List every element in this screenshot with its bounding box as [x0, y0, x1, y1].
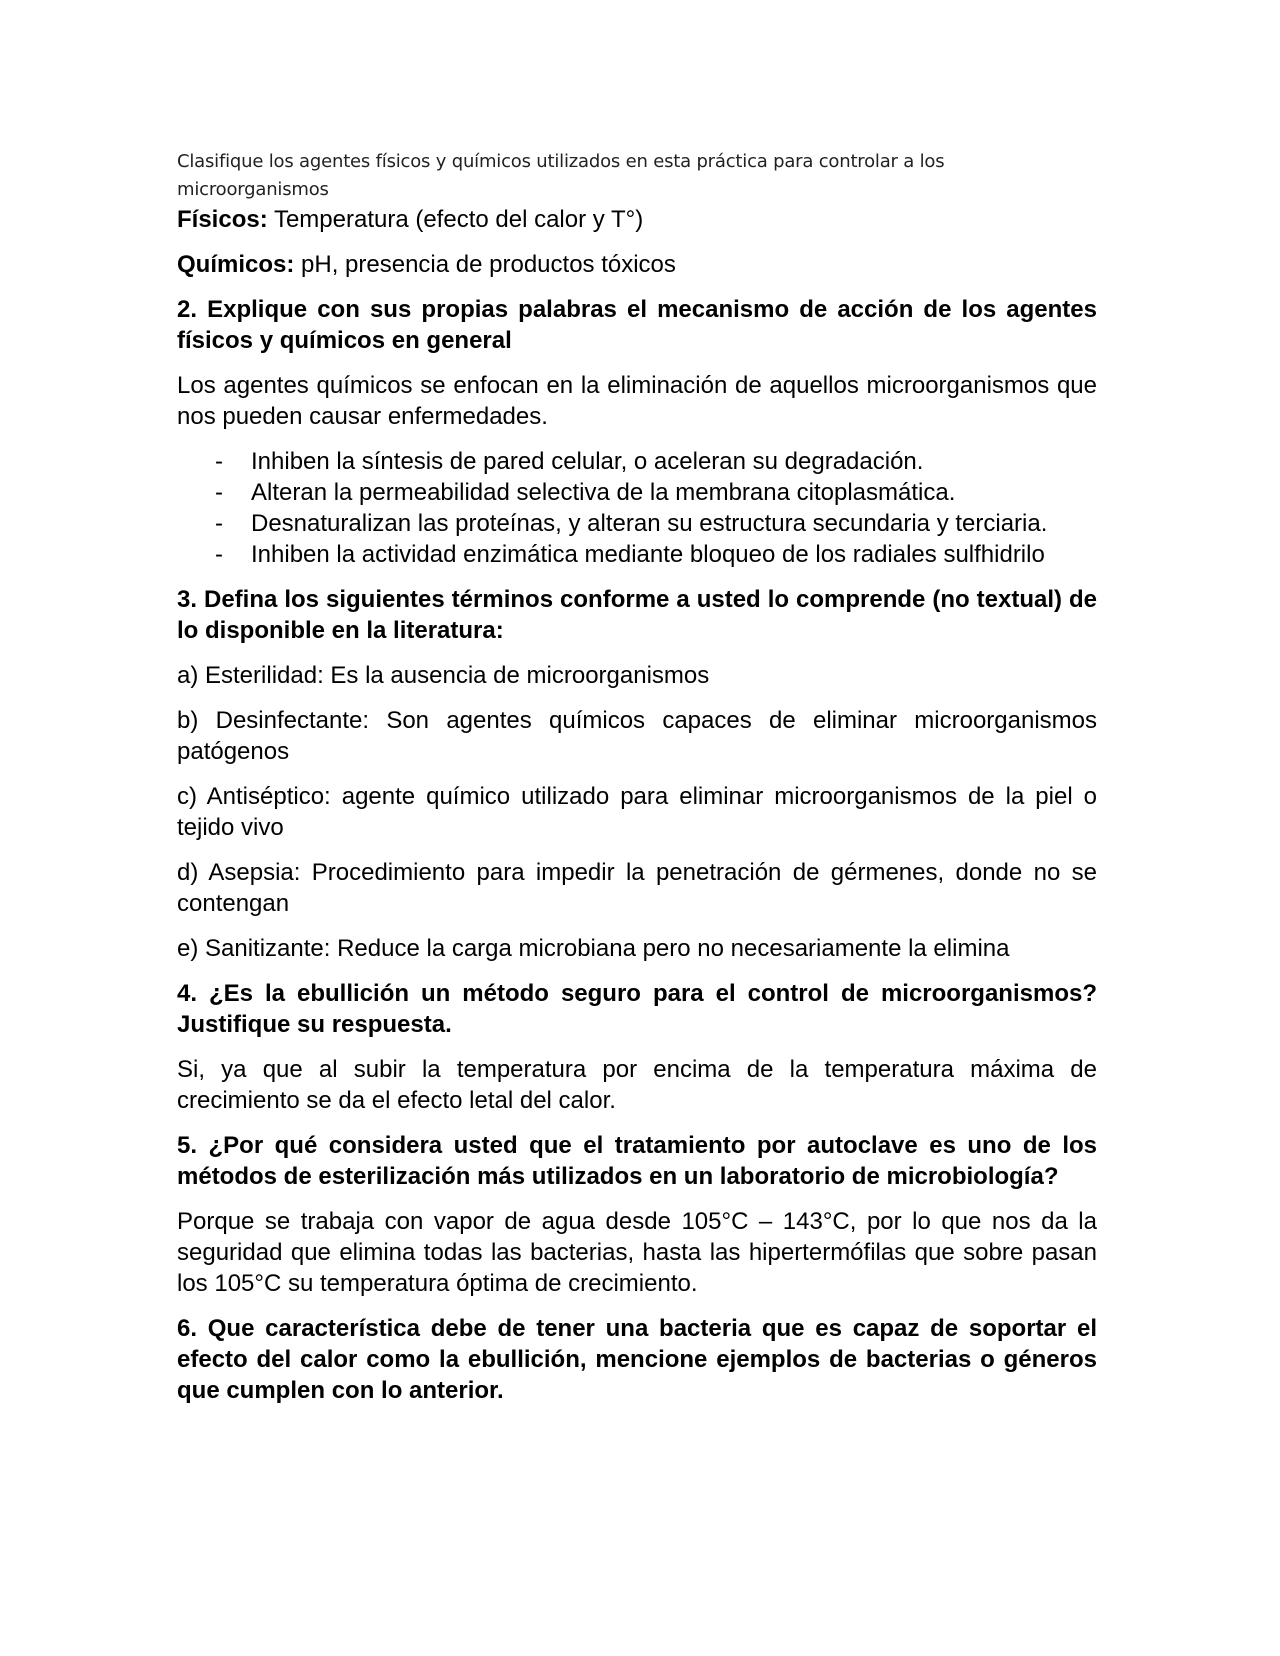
fisicos-line — [177, 204, 1097, 235]
definition-desinfectante: b) Desinfectante: Son agentes químicos capaces de eliminar microorganismos patógenos — [177, 707, 1097, 765]
bullet-dash: - — [215, 510, 223, 537]
bullet-dash: - — [215, 479, 223, 506]
document-page — [177, 148, 1097, 1406]
question-4-title: 4. ¿Es la ebullición un método seguro para el control de microorganismos? Justifique su respuesta. — [177, 980, 1097, 1038]
bullet-text: Inhiben la síntesis de pared celular, o aceleran su degradación. — [251, 448, 924, 475]
bullet-text: Desnaturalizan las proteínas, y alteran su estructura secundaria y terciaria. — [251, 510, 1048, 537]
bullet-dash: - — [215, 448, 223, 475]
list-item — [177, 446, 1097, 477]
bullet-text: Inhiben la actividad enzimática mediante bloqueo de los radiales sulfhidrilo — [251, 541, 1045, 568]
question-5-answer: Porque se trabaja con vapor de agua desde 105°C – 143°C, por lo que nos da la seguridad que elimina todas las bacterias, hasta las hipertermófilas que sobre pasan los 105°C su temperatura óptima de crecimiento. — [177, 1208, 1097, 1297]
question-2-title: 2. Explique con sus propias palabras el mecanismo de acción de los agentes físicos y químicos en general — [177, 296, 1097, 354]
question-5-title: 5. ¿Por qué considera usted que el tratamiento por autoclave es uno de los métodos de esterilización más utilizados en un laboratorio de microbiología? — [177, 1132, 1097, 1190]
intro-instruction: Clasifique los agentes físicos y químicos utilizados en esta práctica para controlar a los microorganismos — [177, 151, 945, 200]
definition-esterilidad: a) Esterilidad: Es la ausencia de microorganismos — [177, 662, 710, 689]
bullet-text: Alteran la permeabilidad selectiva de la membrana citoplasmática. — [251, 479, 956, 506]
quimicos-text: pH, presencia de productos tóxicos — [294, 251, 676, 278]
definition-antiseptico: c) Antiséptico: agente químico utilizado para eliminar microorganismos de la piel o tejido vivo — [177, 783, 1097, 841]
list-item — [177, 508, 1097, 539]
question-4-answer: Si, ya que al subir la temperatura por encima de la temperatura máxima de crecimiento se da el efecto letal del calor. — [177, 1056, 1097, 1114]
question-6-title: 6. Que característica debe de tener una bacteria que es capaz de soportar el efecto del calor como la ebullición, mencione ejemplos de bacterias o géneros que cumplen con lo anterior. — [177, 1315, 1097, 1404]
list-item — [177, 539, 1097, 570]
bullet-dash: - — [215, 541, 223, 568]
fisicos-text: Temperatura (efecto del calor y T°) — [267, 206, 644, 233]
definition-sanitizante: e) Sanitizante: Reduce la carga microbiana pero no necesariamente la elimina — [177, 935, 1010, 962]
quimicos-label: Químicos: — [177, 251, 295, 278]
definition-asepsia: d) Asepsia: Procedimiento para impedir la penetración de gérmenes, donde no se contengan — [177, 859, 1097, 917]
list-item — [177, 477, 1097, 508]
mechanism-bullet-list — [177, 446, 1097, 570]
fisicos-label: Físicos: — [177, 206, 268, 233]
question-3-title: 3. Defina los siguientes términos conforme a usted lo comprende (no textual) de lo disponible en la literatura: — [177, 586, 1097, 644]
quimicos-line — [177, 249, 1097, 280]
question-2-answer: Los agentes químicos se enfocan en la eliminación de aquellos microorganismos que nos pueden causar enfermedades. — [177, 372, 1097, 430]
